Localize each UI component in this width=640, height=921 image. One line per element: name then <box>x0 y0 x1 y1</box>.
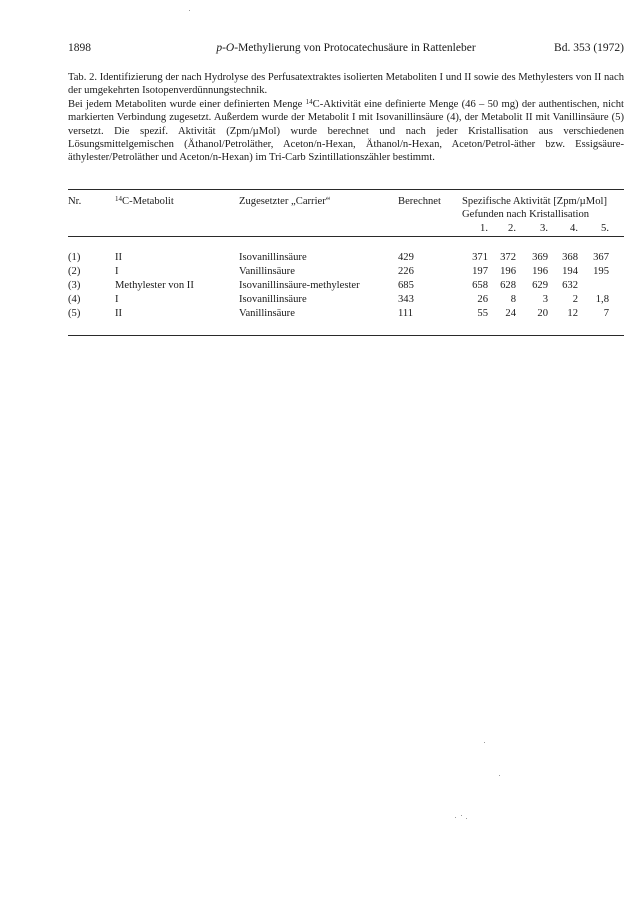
table-row <box>68 251 624 265</box>
table-bottom-rule <box>68 335 624 336</box>
cell-crystallization-3: 20 <box>537 308 548 319</box>
cell-crystallization-4: 632 <box>562 280 578 291</box>
cell-crystallization-2: 24 <box>505 308 516 319</box>
cell-nr: (3) <box>68 280 81 291</box>
cell-crystallization-5: 195 <box>593 266 609 277</box>
cell-metabolit: Methylester von II <box>115 280 194 291</box>
caption-text-a: Bei jedem Metaboliten wurde einer definierten Menge <box>68 98 306 110</box>
scan-speck <box>499 775 500 776</box>
header-crystallization-2: 2. <box>508 223 516 234</box>
caption-description <box>68 98 624 165</box>
cell-nr: (2) <box>68 266 81 277</box>
table-header-rule <box>68 236 624 237</box>
cell-crystallization-4: 2 <box>572 294 578 305</box>
table-row <box>68 307 624 321</box>
header-crystallization-1: 1. <box>480 223 488 234</box>
volume-info: Bd. 353 (1972) <box>554 42 624 54</box>
cell-crystallization-3: 3 <box>542 294 548 305</box>
header-crystallization-3: 3. <box>540 223 548 234</box>
header-carrier: Zugesetzter „Carrier“ <box>239 196 331 207</box>
cell-nr: (4) <box>68 294 81 305</box>
table-top-rule <box>68 189 624 190</box>
cell-nr: (1) <box>68 252 81 263</box>
header-berechnet: Berechnet <box>398 196 441 207</box>
cell-metabolit: I <box>115 294 119 305</box>
cell-carrier: Isovanillinsäure-methylester <box>239 280 360 291</box>
header-metabolit <box>115 195 174 208</box>
scan-speck <box>461 815 462 816</box>
header-nr: Nr. <box>68 196 82 207</box>
caption-text-b: C-Aktivität eine definierte Menge (46 – 50 mg) der authentischen, nicht markierten Verbindung zugesetzt. Außerdem wurde der Metabolit I mit Isovanillinsäure (4), der Metabolit II mit Vanillinsäure (5) versetzt. Die spezif. Aktivität (Zpm/µMol) wurde berechnet und nach jeder Kristallisation aus verschiedenen Lösungsmittelgemischen (Äthanol/Petroläther, Aceton/n-Hexan, Äthanol/n-Hexan, Aceton/Petrol-äther bzw. Essigsäure-äthylester/Petroläther und Aceton/n-Hexan) im Tri-Carb Szintillationszähler bestimmt. <box>68 98 624 164</box>
header-crystallization-4: 4. <box>570 223 578 234</box>
cell-metabolit: I <box>115 266 119 277</box>
cell-metabolit: II <box>115 308 123 319</box>
cell-crystallization-1: 658 <box>472 280 488 291</box>
cell-berechnet: 685 <box>398 280 414 291</box>
scan-speck <box>189 10 190 11</box>
table-row <box>68 279 624 293</box>
cell-metabolit: II <box>115 252 123 263</box>
page-number: 1898 <box>68 42 91 54</box>
cell-berechnet: 226 <box>398 266 414 277</box>
cell-crystallization-1: 371 <box>472 252 488 263</box>
running-title <box>68 42 624 54</box>
cell-crystallization-2: 628 <box>500 280 516 291</box>
cell-crystallization-1: 197 <box>472 266 488 277</box>
table-row <box>68 293 624 307</box>
running-title-rest: -Methylierung von Protocatechusäure in Rattenleber <box>234 42 476 54</box>
cell-crystallization-3: 369 <box>532 252 548 263</box>
scan-speck <box>484 742 485 743</box>
cell-berechnet: 111 <box>398 308 414 319</box>
cell-nr: (5) <box>68 308 81 319</box>
header-metabolit-label: C-Metabolit <box>122 196 174 207</box>
cell-crystallization-3: 196 <box>532 266 548 277</box>
cell-crystallization-2: 8 <box>510 294 516 305</box>
header-gefunden: Gefunden nach Kristallisation <box>462 209 590 220</box>
cell-berechnet: 343 <box>398 294 414 305</box>
running-header <box>68 42 624 58</box>
cell-crystallization-4: 12 <box>567 308 578 319</box>
cell-carrier: Vanillinsäure <box>239 266 295 277</box>
scan-speck <box>466 818 467 819</box>
cell-carrier: Isovanillinsäure <box>239 252 307 263</box>
caption-isotope-sup: 14 <box>305 97 313 106</box>
cell-carrier: Vanillinsäure <box>239 308 295 319</box>
cell-carrier: Isovanillinsäure <box>239 294 307 305</box>
cell-crystallization-5: 7 <box>603 308 609 319</box>
scan-speck <box>455 817 456 818</box>
header-crystallization-5: 5. <box>601 223 609 234</box>
cell-crystallization-1: 55 <box>477 308 488 319</box>
table-row <box>68 265 624 279</box>
cell-berechnet: 429 <box>398 252 414 263</box>
cell-crystallization-5: 1,8 <box>595 294 609 305</box>
cell-crystallization-4: 194 <box>562 266 578 277</box>
cell-crystallization-5: 367 <box>593 252 609 263</box>
cell-crystallization-2: 196 <box>500 266 516 277</box>
cell-crystallization-4: 368 <box>562 252 578 263</box>
header-metabolit-sup: 14 <box>115 195 122 203</box>
table-caption <box>68 71 624 165</box>
cell-crystallization-1: 26 <box>477 294 488 305</box>
cell-crystallization-3: 629 <box>532 280 548 291</box>
header-spezifische-aktivitaet: Spezifische Aktivität [Zpm/µMol] <box>462 196 607 207</box>
running-title-prefix: p-O <box>216 42 235 54</box>
cell-crystallization-2: 372 <box>500 252 516 263</box>
caption-title: Tab. 2. Identifizierung der nach Hydrolyse des Perfusatextraktes isolierten Metaboliten I und II sowie des Methylesters von II nach der umgekehrten Isotopenverdünnungstechnik. <box>68 72 624 97</box>
